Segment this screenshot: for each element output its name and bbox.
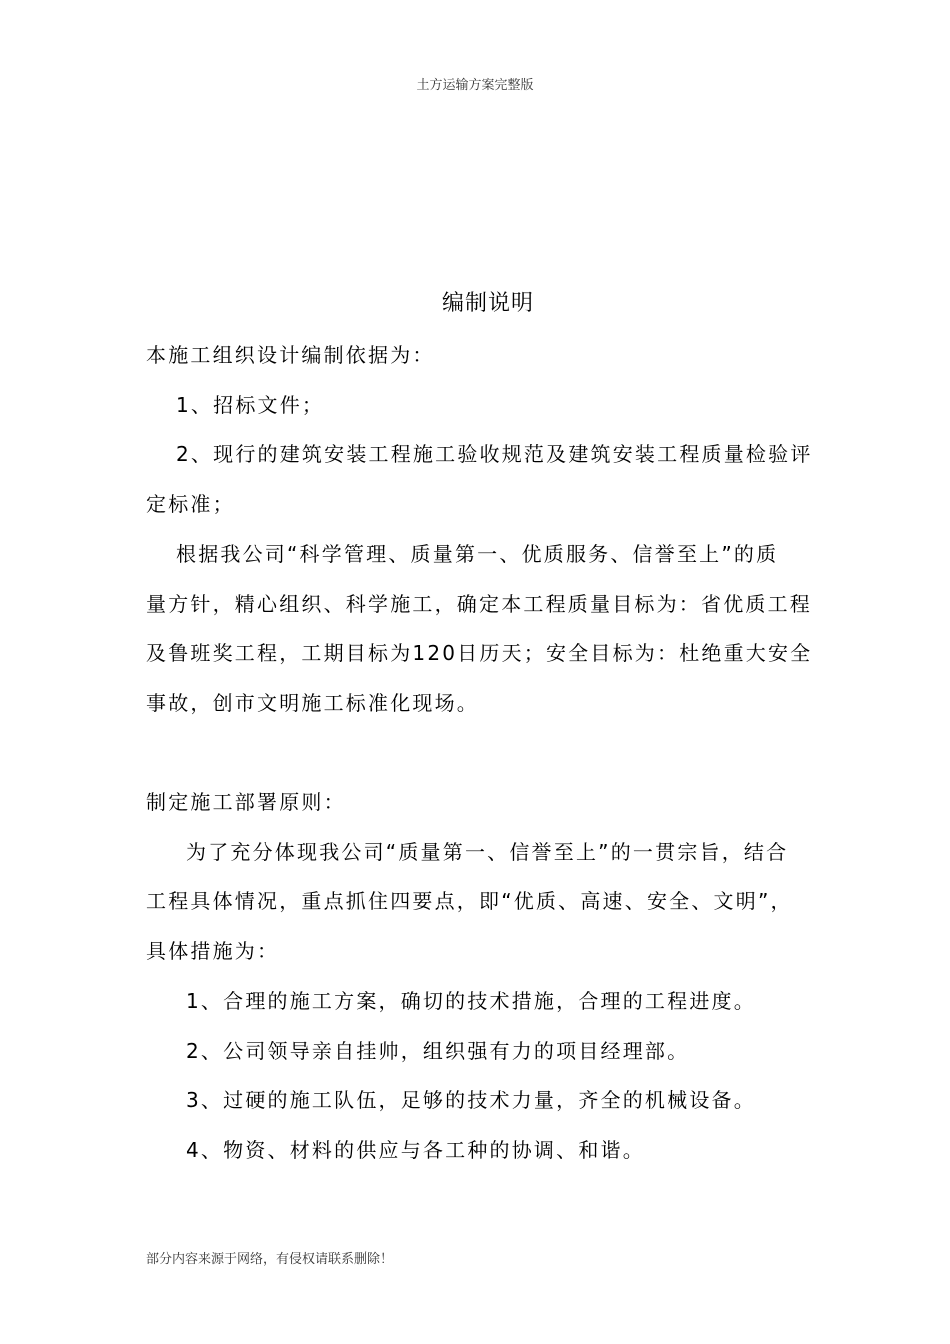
principles-heading: 制定施工部署原则：	[146, 790, 346, 814]
quality-paragraph-line-1: 根据我公司“科学管理、质量第一、优质服务、信誉至上”的质	[176, 542, 779, 566]
basis-intro: 本施工组织设计编制依据为：	[146, 343, 435, 367]
measure-item-2: 2、公司领导亲自挂帅，组织强有力的项目经理部。	[186, 1039, 690, 1063]
document-title: 编制说明	[441, 291, 534, 316]
measure-item-4: 4、物资、材料的供应与各工种的协调、和谐。	[186, 1138, 645, 1162]
principles-paragraph-line-1: 为了充分体现我公司“质量第一、信誉至上”的一贯宗旨，结合	[186, 840, 789, 864]
page-footer: 部分内容来源于网络，有侵权请联系删除！	[146, 1252, 394, 1267]
measure-item-3: 3、过硬的施工队伍，足够的技术力量，齐全的机械设备。	[186, 1088, 756, 1112]
quality-paragraph-line-4: 事故，创市文明施工标准化现场。	[146, 691, 479, 715]
basis-item-1: 1、招标文件；	[176, 393, 325, 417]
quality-paragraph-line-2: 量方针，精心组织、科学施工，确定本工程质量目标为：省优质工程	[146, 592, 812, 616]
page-header: 土方运输方案完整版	[416, 78, 534, 93]
principles-paragraph-line-3: 具体措施为：	[146, 939, 280, 963]
quality-paragraph-line-3: 及鲁班奖工程，工期目标为120日历天；安全目标为：杜绝重大安全	[146, 641, 813, 665]
principles-paragraph-line-2: 工程具体情况，重点抓住四要点，即“优质、高速、安全、文明”，	[146, 889, 793, 913]
measure-item-1: 1、合理的施工方案，确切的技术措施，合理的工程进度。	[186, 989, 756, 1013]
basis-item-2-cont: 定标准；	[146, 492, 235, 516]
basis-item-2: 2、现行的建筑安装工程施工验收规范及建筑安装工程质量检验评	[176, 442, 813, 466]
